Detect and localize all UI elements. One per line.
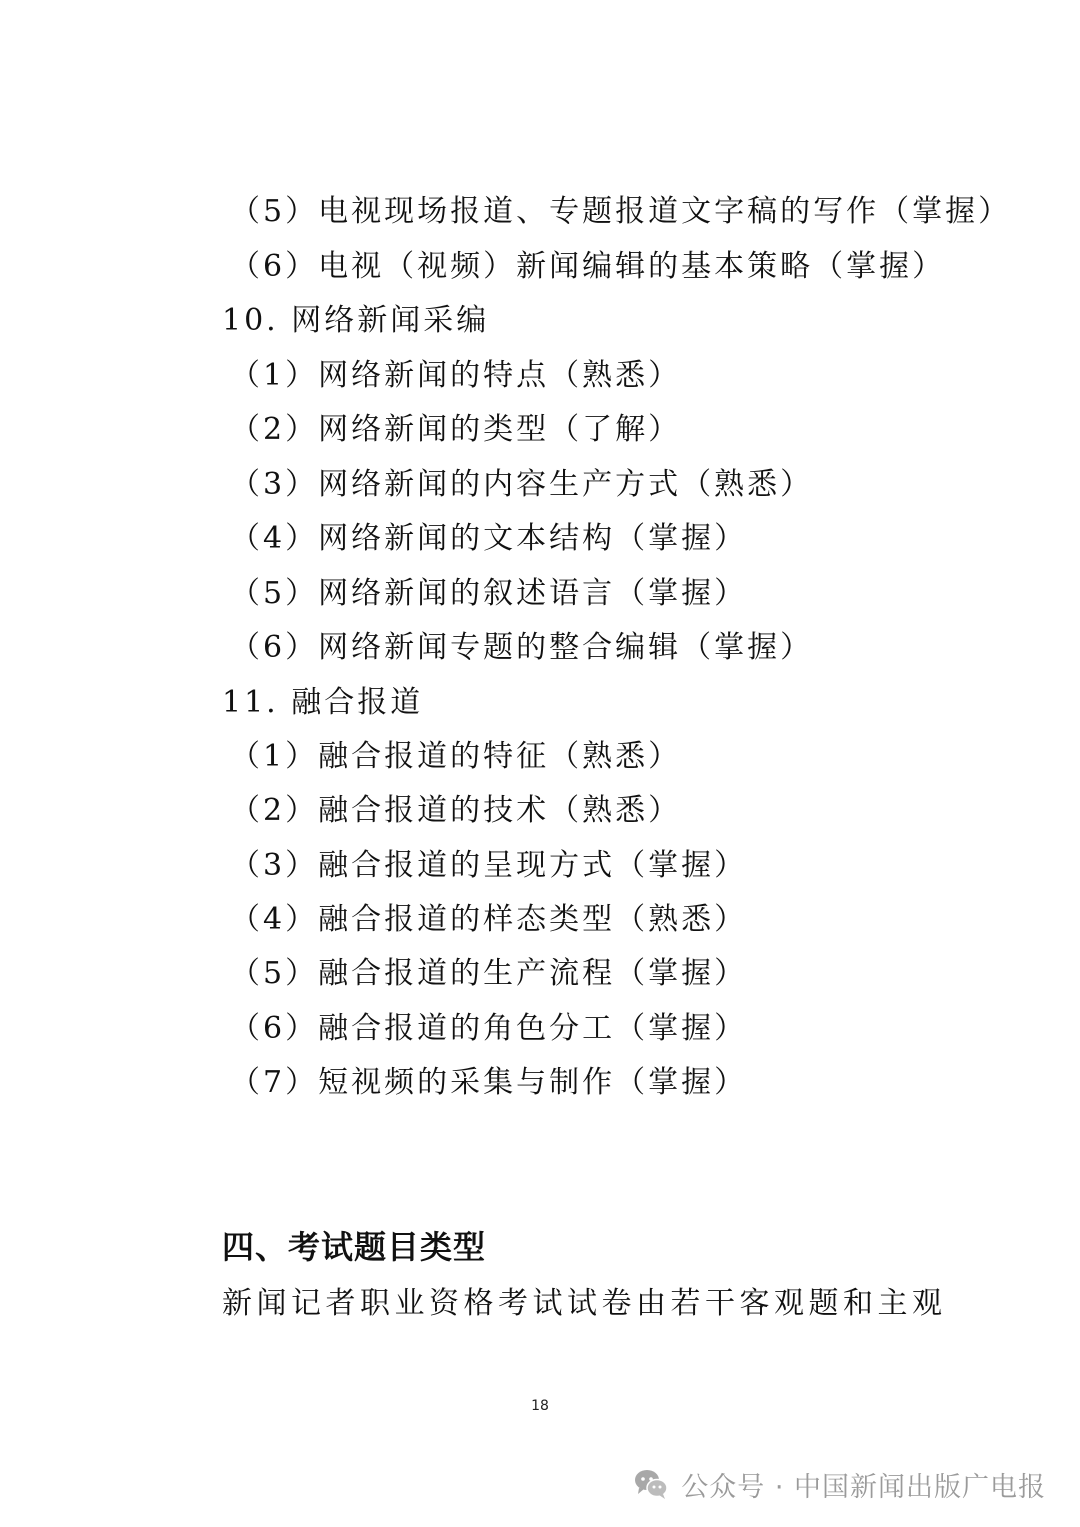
- watermark-text: 公众号 · 中国新闻出版广电报: [681, 1471, 1046, 1503]
- watermark: [633, 1464, 1046, 1504]
- section-heading: 四、考试题目类型: [222, 1228, 487, 1266]
- outline-item: （5）电视现场报道、专题报道文字稿的写作（掌握）: [230, 194, 1012, 229]
- outline-item: （6）融合报道的角色分工（掌握）: [230, 1011, 748, 1046]
- outline-item: （3）网络新闻的内容生产方式（熟悉）: [230, 467, 814, 502]
- outline-heading: 11. 融合报道: [222, 685, 424, 720]
- outline-item: （5）网络新闻的叙述语言（掌握）: [230, 576, 748, 611]
- outline-item: （2）融合报道的技术（熟悉）: [230, 793, 682, 828]
- outline-item: （6）电视（视频）新闻编辑的基本策略（掌握）: [230, 249, 946, 284]
- section-body-text: 新闻记者职业资格考试试卷由若干客观题和主观: [222, 1286, 947, 1321]
- outline-item: （6）网络新闻专题的整合编辑（掌握）: [230, 630, 814, 665]
- outline-item: （4）网络新闻的文本结构（掌握）: [230, 521, 748, 556]
- outline-item: （4）融合报道的样态类型（熟悉）: [230, 902, 748, 937]
- outline-item: （7）短视频的采集与制作（掌握）: [230, 1065, 748, 1100]
- outline-item: （5）融合报道的生产流程（掌握）: [230, 956, 748, 991]
- outline-item: （1）网络新闻的特点（熟悉）: [230, 358, 682, 393]
- page-number: 18: [531, 1398, 549, 1414]
- outline-item: （3）融合报道的呈现方式（掌握）: [230, 848, 748, 883]
- outline-item: （1）融合报道的特征（熟悉）: [230, 739, 682, 774]
- outline-heading: 10. 网络新闻采编: [222, 303, 490, 338]
- wechat-icon: [633, 1468, 669, 1500]
- outline-item: （2）网络新闻的类型（了解）: [230, 412, 682, 447]
